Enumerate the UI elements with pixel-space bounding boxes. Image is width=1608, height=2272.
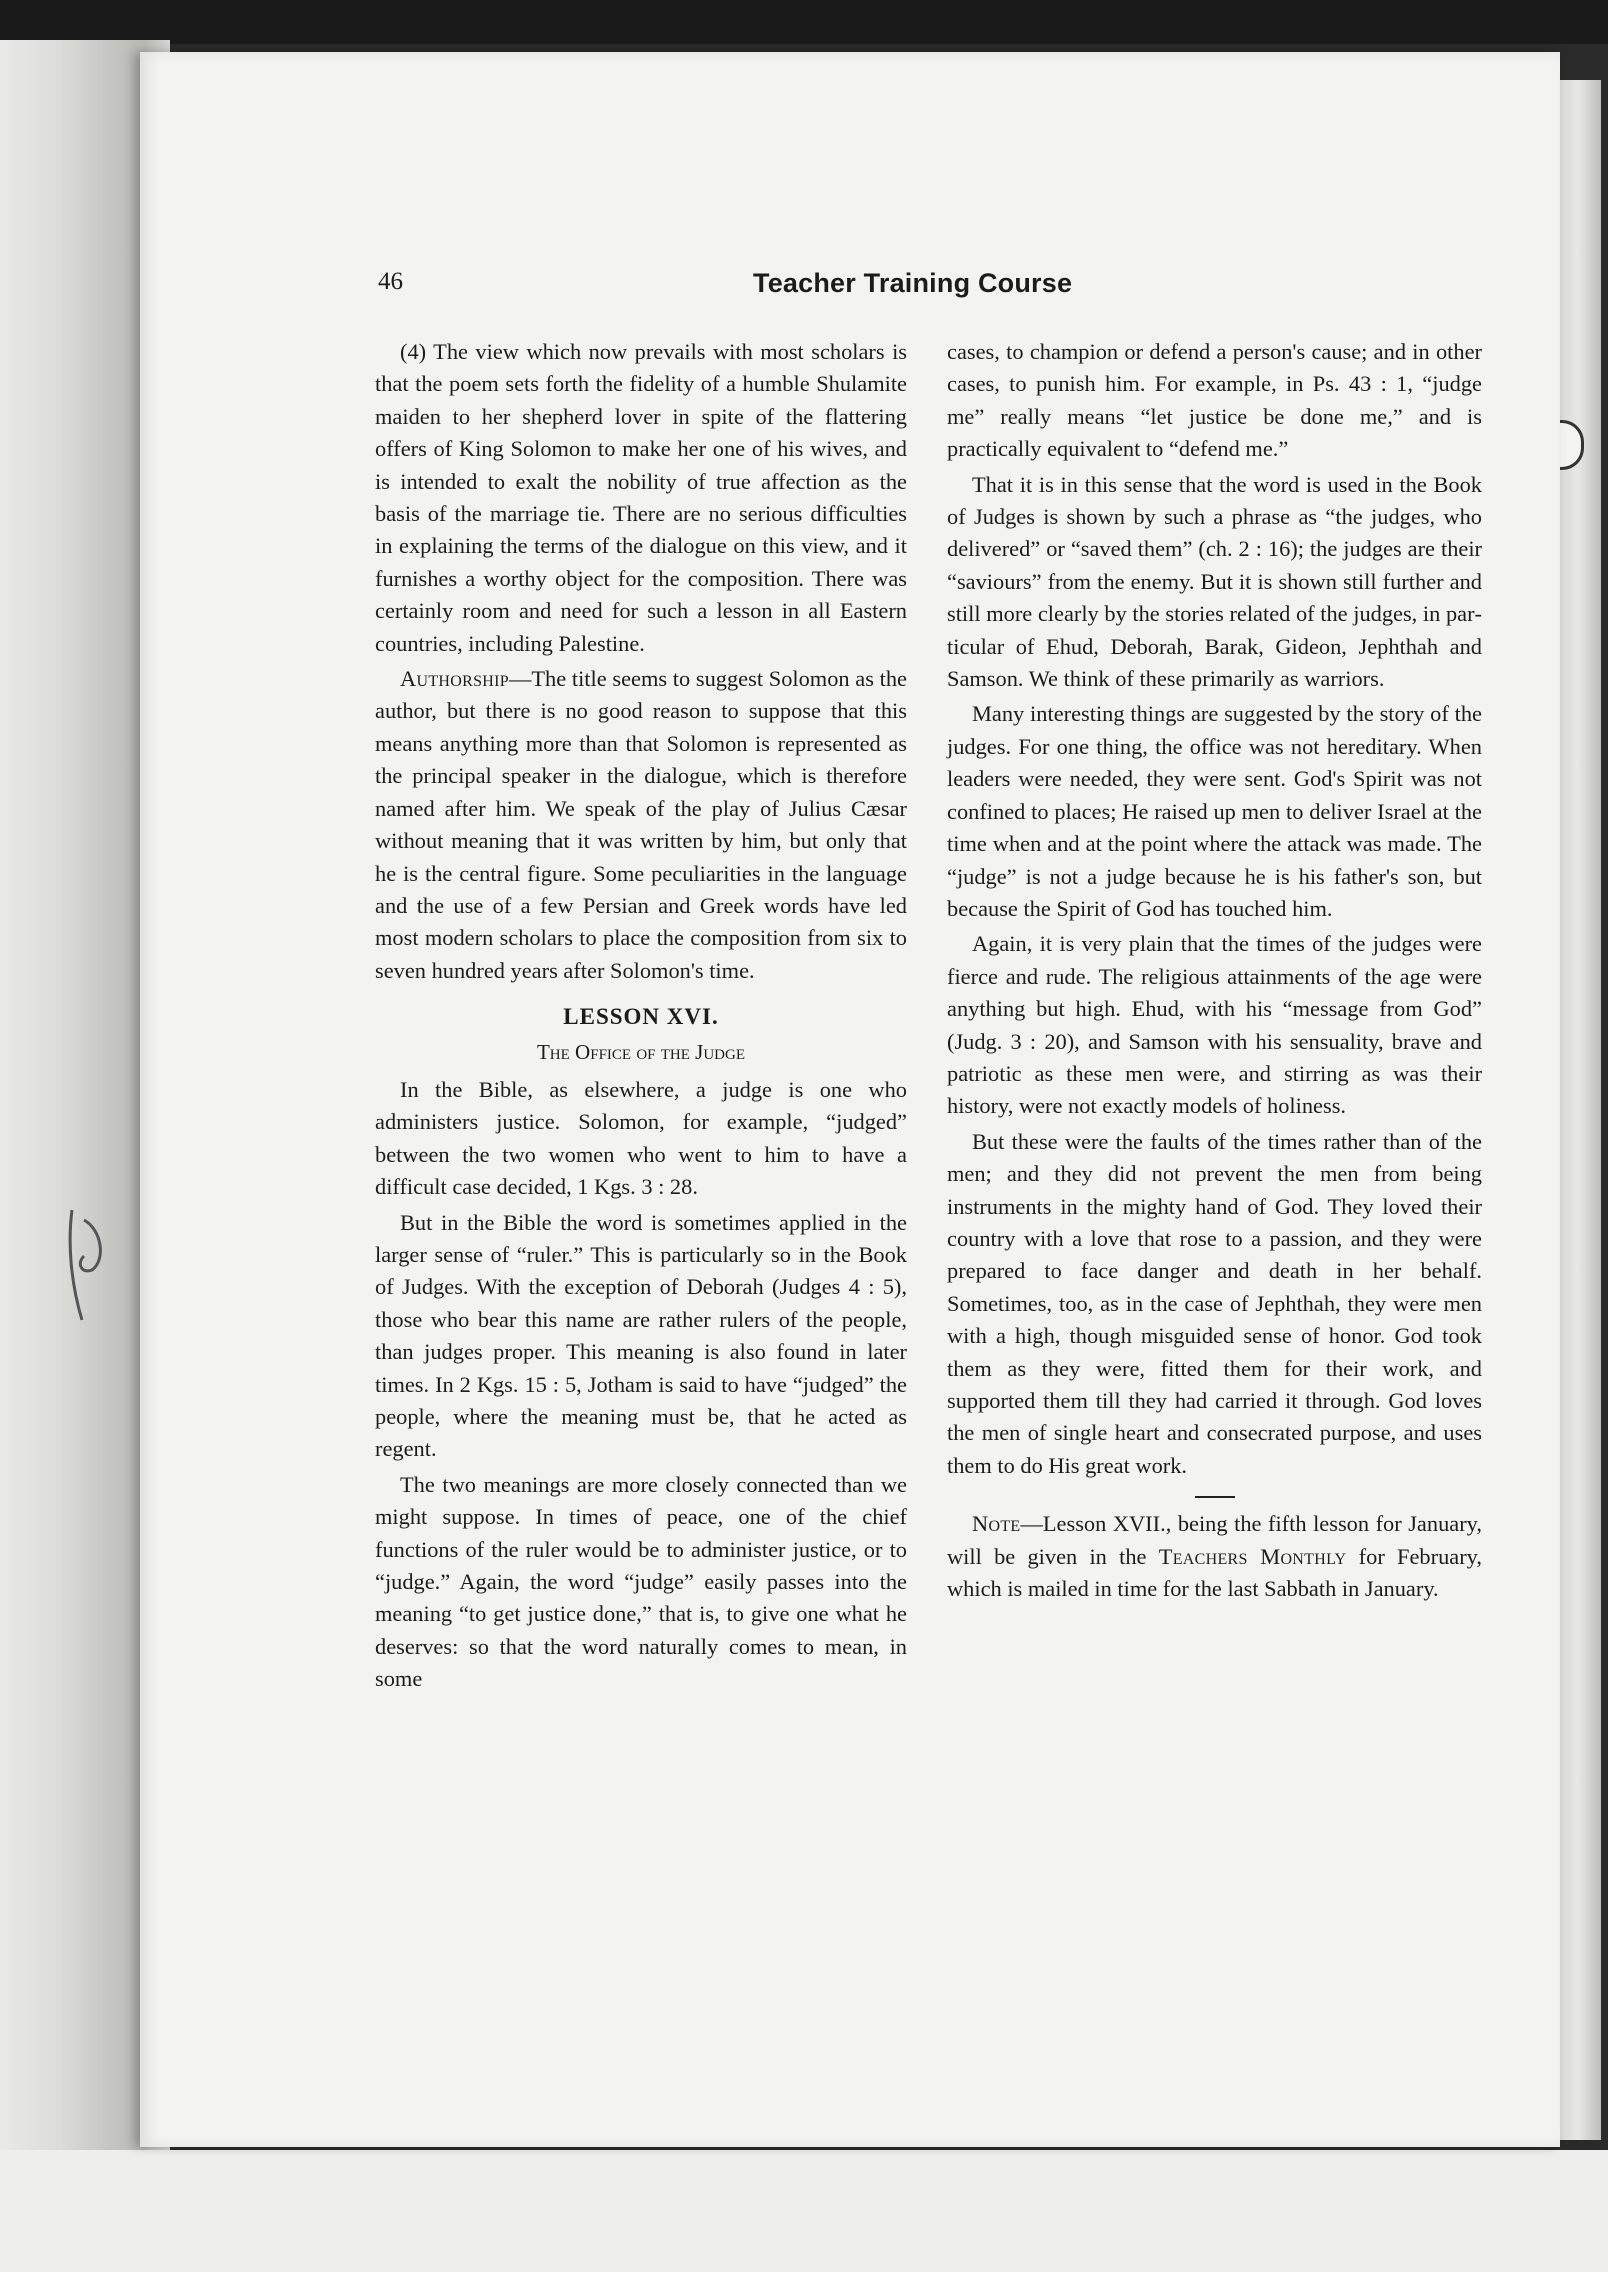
paragraph-two-meanings: The two meanings are more closely connected than we might suppose. In times of peace, one of the chief functions of the ruler would be to administer justice, or to “judge.” Again, the word “judge” easily passes into the meaning “to get justice done,” that is, to give one what he deserves: so that the word naturally comes to mean, in some [375, 1471, 907, 1692]
paragraph-faults-of-times: But these were the faults of the times rather than of the men; and they did not prevent the men from being instruments in the mighty hand of God. They loved their country with a love that rose to a passion, and they were prepared to face danger and death in her behalf. Sometimes, too, as in the case of Jephthah, they were men with a high, though misguided sense of honor. God took them as they were, fitted them for their work, and supported them till they had carried it through. God loves the men of single heart and consecrated purpose, and uses them to do His great work. [947, 1128, 1482, 1478]
page-number: 46 [378, 268, 403, 295]
page-stack-edge [1555, 80, 1601, 2140]
paragraph-authorship [375, 663, 907, 987]
paragraph-ruler-sense: But in the Bible the word is sometimes applied in the larger sense of “ruler.” This is particularly so in the Book of Judges. With the exception of Deborah (Judges 4 : 5), those who bear this name are rather rulers of the people, than judges proper. This meaning is also found in later times. In 2 Kgs. 15 : 5, Jotham is said to have “judged” the people, where the meaning must be, that he acted as regent. [375, 1209, 907, 1462]
lesson-subheading: The Office of the Judge [536, 1039, 745, 1064]
note-text-a: —Lesson XVII., being the fifth lesson for January, will be given in the [947, 1511, 1482, 1569]
pencil-mark-icon [62, 1200, 122, 1360]
page-header [378, 268, 1138, 308]
note-paragraph [947, 1508, 1482, 1605]
note-label: Note [972, 1511, 1021, 1537]
scan-background-top [0, 0, 1608, 44]
right-column [947, 336, 1482, 1605]
authorship-label: Authorship [400, 666, 509, 692]
running-title: Teacher Training Course [753, 268, 1073, 298]
paragraph-book-of-judges: That it is in this sense that the word is used in the Book of Judges is shown by such a phrase as “the judges, who delivered” or “saved them” (ch. 2 : 16); the judges are their “saviours” from the enemy. But it is shown still further and still more clearly by the stories related of the judges, in particular of Ehud, Deborah, Barak, Gideon, Jephthah and Samson. We think of these primarily as warriors. [947, 471, 1482, 692]
divider-rule [1195, 1496, 1235, 1498]
note-text-c: for February, which is mailed in time for the last Sabbath in January. [947, 1543, 1482, 1602]
book-bottom-margin [0, 2150, 1608, 2272]
paragraph-judge-definition: In the Bible, as elsewhere, a judge is one who administers justice. Solomon, for example, “judged” between the two women who went to him to have a difficult case decided, 1 Kgs. 3 : 28. [375, 1076, 907, 1200]
authorship-text: —The title seems to suggest Solomon as the author, but there is no good reason to suppose that this means anything more than that Solomon is represented as the principal speaker in the dialogue, which is therefore named after him. We speak of the play of Julius Cæsar without meaning that it was written by him, but only that he is the central figure. Some peculiarities in the language and the use of a few Persian and Greek words have led most modern scholars to place the composition from six to seven hundred years after Solomon's time. [375, 666, 907, 983]
paragraph-song-view: (4) The view which now prevails with most scholars is that the poem sets forth the fidelity of a humble Shulamite maiden to her shepherd lover in spite of the flattering offers of King Solomon to make her one of his wives, and is intended to exalt the nobility of true affection as the basis of the marriage tie. There are no serious difficulties in explaining the terms of the dialogue on this view, and it furnishes a worthy object for the composition. There was certainly room and need for such a lesson in all Eastern countries, including Palestine. [375, 339, 907, 656]
note-publication: Teachers Monthly [1158, 1543, 1347, 1569]
left-column [375, 336, 907, 1696]
paragraph-fierce-times: Again, it is very plain that the times of the judges were fierce and rude. The religious attainments of the age were anything but high. Ehud, with his “message from God” (Judg. 3 : 20), and Samson with his sensuality, brave and patriotic as these men were, and stirring as was their history, were not exactly models of holiness. [947, 931, 1482, 1119]
paragraph-interesting-things: Many interesting things are suggested by the story of the judges. For one thing, the office was not hereditary. When leaders were needed, they were sent. God's Spirit was not confined to places; He raised up men to deliver Israel at the time when and at the point where the attack was made. The “judge” is not a judge because he is his father's son, but because the Spirit of God has touched him. [947, 701, 1482, 921]
lesson-heading: LESSON XVI. [563, 1004, 719, 1030]
paragraph-continued: cases, to champion or defend a person's cause; and in other cases, to punish him. For example, in Ps. 43 : 1, “judge me” really means “let justice be done me,” and is practically equivalent to “defend me.” [947, 339, 1482, 462]
